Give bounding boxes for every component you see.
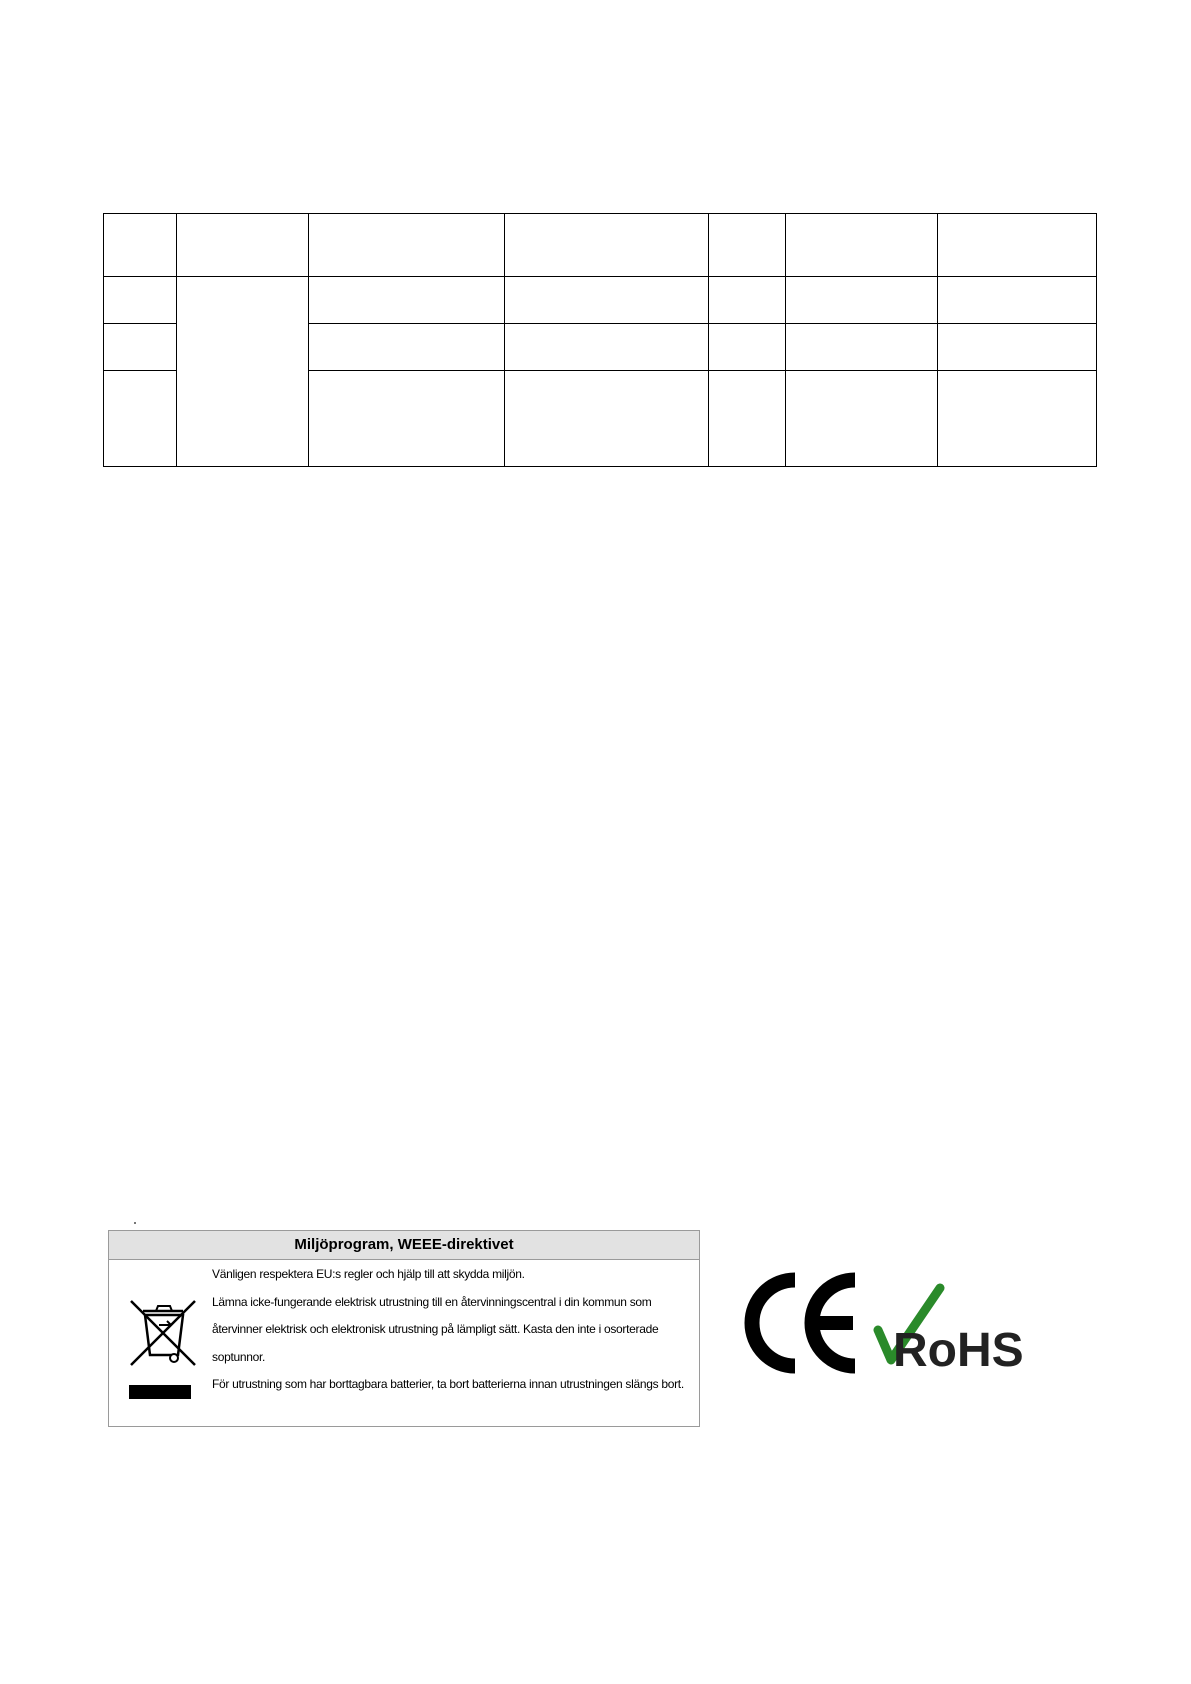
table-cell [104, 371, 177, 467]
table-cell [786, 371, 938, 467]
table-cell [709, 371, 786, 467]
table-cell [309, 324, 505, 371]
table-cell [709, 324, 786, 371]
table-cell [938, 277, 1097, 324]
certification-marks [735, 1270, 1075, 1380]
table-cell [709, 277, 786, 324]
table-cell [177, 214, 309, 277]
table-cell [505, 277, 709, 324]
weee-paragraph: Lämna icke-fungerande elektrisk utrustning till en återvinningscentral i din kommun som återvinner elektrisk och elektronisk utrustning på lämpligt sätt. Kasta den inte i osorterade soptunnor. [212, 1294, 659, 1364]
table-cell [938, 371, 1097, 467]
table-header-row [104, 214, 1097, 277]
table-cell [104, 324, 177, 371]
weee-title: Miljöprogram, WEEE-direktivet [109, 1231, 699, 1260]
stray-dot [134, 1222, 136, 1224]
table-cell [505, 371, 709, 467]
table-cell [505, 324, 709, 371]
table-cell [309, 371, 505, 467]
table-cell [938, 324, 1097, 371]
table-cell [786, 214, 938, 277]
table-cell [938, 214, 1097, 277]
table-cell [505, 214, 709, 277]
table-merged-cell [177, 277, 309, 467]
weee-paragraph: Vänligen respektera EU:s regler och hjälp till att skydda miljön. [212, 1267, 525, 1281]
table-row [104, 277, 1097, 324]
rohs-mark-icon [878, 1288, 1024, 1377]
table-cell [309, 277, 505, 324]
table-cell [709, 214, 786, 277]
table-cell [104, 214, 177, 277]
table-cell [786, 277, 938, 324]
rohs-label: RoHS [893, 1324, 1024, 1377]
table-cell [309, 214, 505, 277]
table-cell [786, 324, 938, 371]
table-cell [104, 277, 177, 324]
weee-notice-box [108, 1230, 700, 1427]
weee-text [212, 1261, 696, 1399]
crossed-out-wheelie-bin-icon [123, 1293, 203, 1403]
spec-table [103, 213, 1097, 467]
weee-paragraph: För utrustning som har borttagbara batterier, ta bort batterierna innan utrustningen slängs bort. [212, 1377, 684, 1392]
ce-mark-icon [752, 1280, 855, 1366]
